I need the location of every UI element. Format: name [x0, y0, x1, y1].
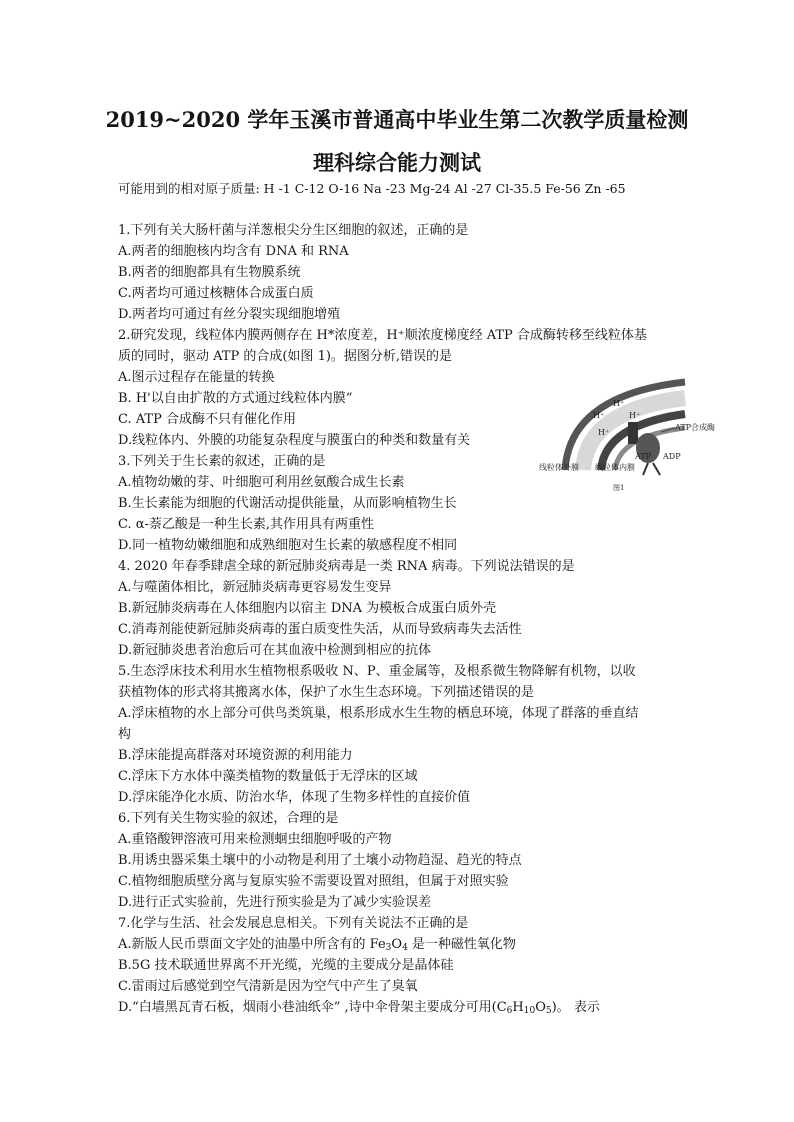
atp-synthase-label: ATP合成酶: [675, 423, 716, 432]
q5-option-d: D.浮床能净化水质、防治水华，体现了生物多样性的直接价值: [118, 790, 471, 805]
q1-option-b: B.两者的细胞都具有生物膜系统: [118, 265, 301, 280]
h-ion-label: H⁺: [598, 428, 610, 437]
q5-option-c: C.浮床下方水体中藻类植物的数量低于无浮床的区域: [118, 769, 418, 784]
q6-option-d: D.进行正式实验前，先进行预实验是为了减少实验误差: [118, 895, 432, 910]
q4-option-b: B.新冠肺炎病毒在人体细胞内以宿主 DNA 为模板合成蛋白质外壳: [118, 601, 497, 616]
q5-option-a-2: 构: [118, 727, 132, 742]
h-ion-label: H⁺: [613, 399, 625, 408]
adp-label: ADP: [663, 452, 681, 461]
q7-option-d: D.“白墙黑瓦青石板，烟雨小巷油纸伞” ,诗中伞骨架主要成分可用$(C_6H_{10}O_5)$。 表示: [118, 1000, 600, 1016]
q6-option-c: C.植物细胞质壁分离与复原实验不需要设置对照组，但属于对照实验: [118, 874, 509, 889]
q6-stem: 6.下列有关生物实验的叙述，合理的是: [118, 811, 339, 826]
q3-option-b: B.生长素能为细胞的代谢活动提供能量，从而影响植物生长: [118, 496, 457, 511]
q1-option-a: A.两者的细胞核内均含有 DNA 和 RNA: [118, 244, 349, 259]
q7-option-c: C.雷雨过后感觉到空气清新是因为空气中产生了臭氧: [118, 979, 418, 994]
q2-stem-1: 2.研究发现，线粒体内膜两侧存在 H*浓度差，H⁺顺浓度梯度经 ATP 合成酶转移至线粒体基: [118, 328, 647, 343]
mitochondria-membrane-figure: [535, 370, 775, 495]
inner-membrane-label: 线粒体内膜: [595, 463, 635, 472]
q3-option-d: D.同一植物幼嫩细胞和成熟细胞对生长素的敏感程度不相同: [118, 538, 458, 553]
exam-title: 2019~2020 学年玉溪市普通高中毕业生第二次教学质量检测: [105, 107, 689, 132]
q4-stem: 4. 2020 年春季肆虐全球的新冠肺炎病毒是一类 RNA 病毒。下列说法错误的是: [118, 559, 575, 574]
q6-option-a: A.重铬酸钾溶液可用来检测蛔虫细胞呼吸的产物: [118, 832, 392, 847]
q2-option-b: B. H'以自由扩散的方式通过线粒体内膜“: [118, 391, 353, 406]
figure-caption: 图1: [613, 484, 625, 492]
q3-stem: 3.下列关于生长素的叙述，正确的是: [118, 454, 326, 469]
q2-stem-2: 质的同时，驱动 ATP 的合成(如图 1)。据图分析,错误的是: [118, 349, 453, 364]
q5-option-b: B.浮床能提高群落对环境资源的利用能力: [118, 748, 353, 763]
q7-option-a: A.新版人民币票面文字处的油墨中所含有的 $Fe_3O_4$ 是一种磁性氧化物: [118, 937, 516, 953]
q4-option-d: D.新冠肺炎患者治愈后可在其血液中检测到相应的抗体: [118, 643, 432, 658]
q6-option-b: B.用诱虫器采集土壤中的小动物是利用了土壤小动物趋湿、趋光的特点: [118, 853, 522, 868]
exam-subtitle: 理科综合能力测试: [313, 150, 481, 175]
q5-option-a-1: A.浮床植物的水上部分可供鸟类筑巢，根系形成水生生物的栖息环境，体现了群落的垂直结: [118, 706, 639, 721]
q5-stem-2: 获植物体的形式将其搬离水体，保护了水生生态环境。下列描述错误的是: [118, 685, 535, 700]
q3-option-a: A.植物幼嫩的芽、叶细胞可利用丝氨酸合成生长素: [118, 475, 405, 490]
q3-option-c: C. α-萘乙酸是一种生长素,其作用具有两重性: [118, 517, 375, 532]
h-ion-label: H⁺: [629, 411, 641, 420]
q1-stem: 1.下列有关大肠杆菌与洋葱根尖分生区细胞的叙述，正确的是: [118, 223, 469, 238]
q1-option-d: D.两者均可通过有丝分裂实现细胞增殖: [118, 307, 341, 322]
q7-stem: 7.化学与生活、社会发展息息相关。下列有关说法不正确的是: [118, 916, 469, 931]
q5-stem-1: 5.生态浮床技术利用水生植物根系吸收 N、P、重金属等，及根系微生物降解有机物，以收: [118, 664, 636, 679]
q2-option-c: C. ATP 合成酶不只有催化作用: [118, 412, 296, 427]
q7-option-b: B.5G 技术联通世界离不开光缆，光缆的主要成分是晶体硅: [118, 958, 454, 973]
atomic-masses: 可能用到的相对原子质量: H -1 C-12 O-16 Na -23 Mg-24 Al -27 Cl-35.5 Fe-56 Zn -65: [118, 181, 626, 196]
h-ion-label: H⁺: [593, 411, 605, 420]
q4-option-a: A.与噬菌体相比，新冠肺炎病毒更容易发生变异: [118, 580, 392, 595]
atp-label: ATP: [635, 452, 652, 461]
q2-option-d: D.线粒体内、外膜的功能复杂程度与膜蛋白的种类和数量有关: [118, 433, 471, 448]
outer-membrane-label: 线粒体外膜: [539, 463, 579, 472]
q1-option-c: C.两者均可通过核糖体合成蛋白质: [118, 286, 314, 301]
q4-option-c: C.消毒剂能使新冠肺炎病毒的蛋白质变性失活，从而导致病毒失去活性: [118, 622, 522, 637]
q2-option-a: A.图示过程存在能量的转换: [118, 370, 275, 385]
